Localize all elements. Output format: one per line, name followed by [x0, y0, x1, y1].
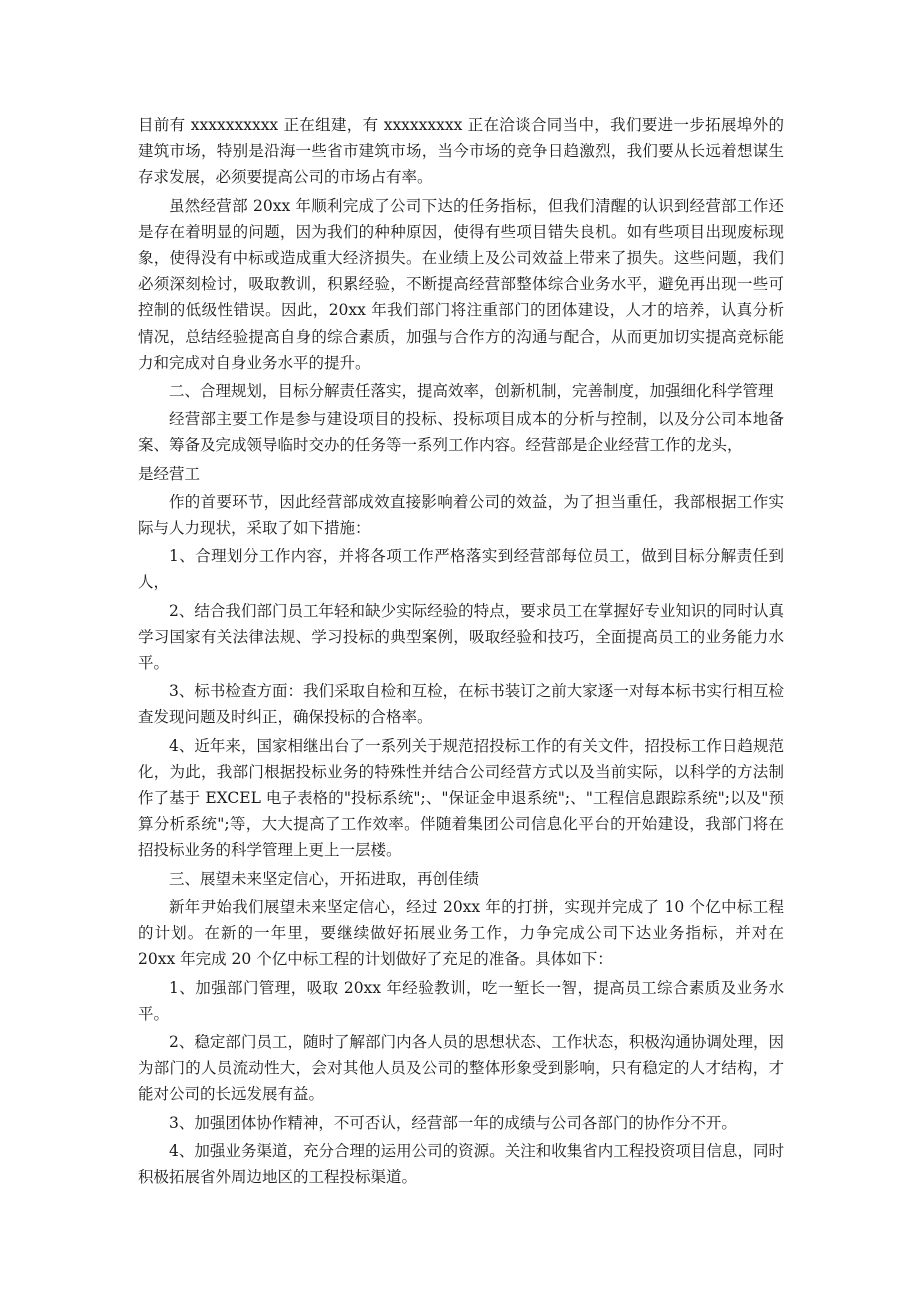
paragraph-review: 虽然经营部 20xx 年顺利完成了公司下达的任务指标，但我们清醒的认识到经营部工作还是存在着明显的问题，因为我们的种种原因，使得有些项目错失良机。如有些项目出现废标现象，使得没有中标或造成重大经济损失。在业绩上及公司效益上带来了损失。这些问题，我们必须深刻检讨，吸取教训，积累经验，不断提高经营部整体综合业务水平，避免再出现一些可控制的低级性错误。因此，20xx 年我们部门将注重部门的团体建设，人才的培养，认真分析情况，总结经验提高自身的综合素质，加强与合作方的沟通与配合，从而更加切实提高竞标能力和完成对自身业务水平的提升。: [138, 196, 784, 372]
section-heading-2: 二、合理规划，目标分解责任落实，提高效率，创新机制，完善制度，加强细化科学管理: [169, 382, 774, 401]
list-item-plan-1: 1、加强部门管理，吸取 20xx 年经验教训，吃一堑长一智，提高员工综合素质及业务水平。: [138, 978, 784, 1023]
list-item-measure-1: 1、合理划分工作内容，并将各项工作严格落实到经营部每位员工，做到目标分解责任到人，: [138, 547, 784, 592]
section-heading-3: 三、展望未来坚定信心，开拓进取，再创佳绩: [169, 869, 480, 888]
list-item-measure-4: 4、近年来，国家相继出台了一系列关于规范招投标工作的有关文件，招投标工作日趋规范化，为此，我部门根据投标业务的特殊性并结合公司经营方式以及当前实际，以科学的方法制作了基于 EXCEL 电子表格的"投标系统";、"保证金申退系统";、"工程信息跟踪系统";以及"预算分析系统";等，大大提高了工作效率。伴随着集团公司信息化平台的开始建设，我部门将在招投标业务的科学管理上更上一层楼。: [138, 736, 784, 860]
paragraph-duties: 经营部主要工作是参与建设项目的投标、投标项目成本的分析与控制，以及分公司本地备案、筹备及完成领导临时交办的任务等一系列工作内容。经营部是企业经营工作的龙头，: [138, 410, 784, 455]
list-item-measure-3: 3、标书检查方面：我们采取自检和互检，在标书装订之前大家逐一对每本标书实行相互检查发现问题及时纠正，确保投标的合格率。: [138, 682, 784, 727]
list-item-plan-4: 4、加强业务渠道，充分合理的运用公司的资源。关注和收集省内工程投资项目信息，同时积极拓展省外周边地区的工程投标渠道。: [138, 1141, 784, 1186]
paragraph-measures-intro: 作的首要环节，因此经营部成效直接影响着公司的效益，为了担当重任，我部根据工作实际与人力现状，采取了如下措施：: [138, 492, 784, 538]
list-item-plan-3: 3、加强团体协作精神，不可否认，经营部一年的成绩与公司各部门的协作分不开。: [169, 1113, 737, 1132]
list-item-plan-2: 2、稳定部门员工，随时了解部门内各人员的思想状态、工作状态，积极沟通协调处理，因为部门的人员流动性大，会对其他人员及公司的整体形象受到影响，只有稳定的人才结构，才能对公司的长远发展有益。: [138, 1032, 784, 1104]
paragraph-intro: 目前有 xxxxxxxxxx 正在组建，有 xxxxxxxxx 正在洽谈合同当中，我们要进一步拓展埠外的建筑市场，特别是沿海一些省市建筑市场，当今市场的竞争日趋激烈，我们要从长远着想谋生存求发展，必须要提高公司的市场占有率。: [138, 116, 784, 187]
document-body: [138, 112, 784, 1192]
paragraph-outlook: 新年尹始我们展望未来坚定信心，经过 20xx 年的打拼，实现并完成了 10 个亿中标工程的计划。在新的一年里，要继续做好拓展业务工作，力争完成公司下达业务指标，并对在 20xx 年完成 20 个亿中标工程的计划做好了充足的准备。具体如下：: [138, 897, 784, 969]
paragraph-duties-fragment: 是经营工: [138, 464, 201, 483]
list-item-measure-2: 2、结合我们部门员工年轻和缺少实际经验的特点，要求员工在掌握好专业知识的同时认真学习国家有关法律法规、学习投标的典型案例，吸取经验和技巧，全面提高员工的业务能力水平。: [138, 601, 784, 673]
